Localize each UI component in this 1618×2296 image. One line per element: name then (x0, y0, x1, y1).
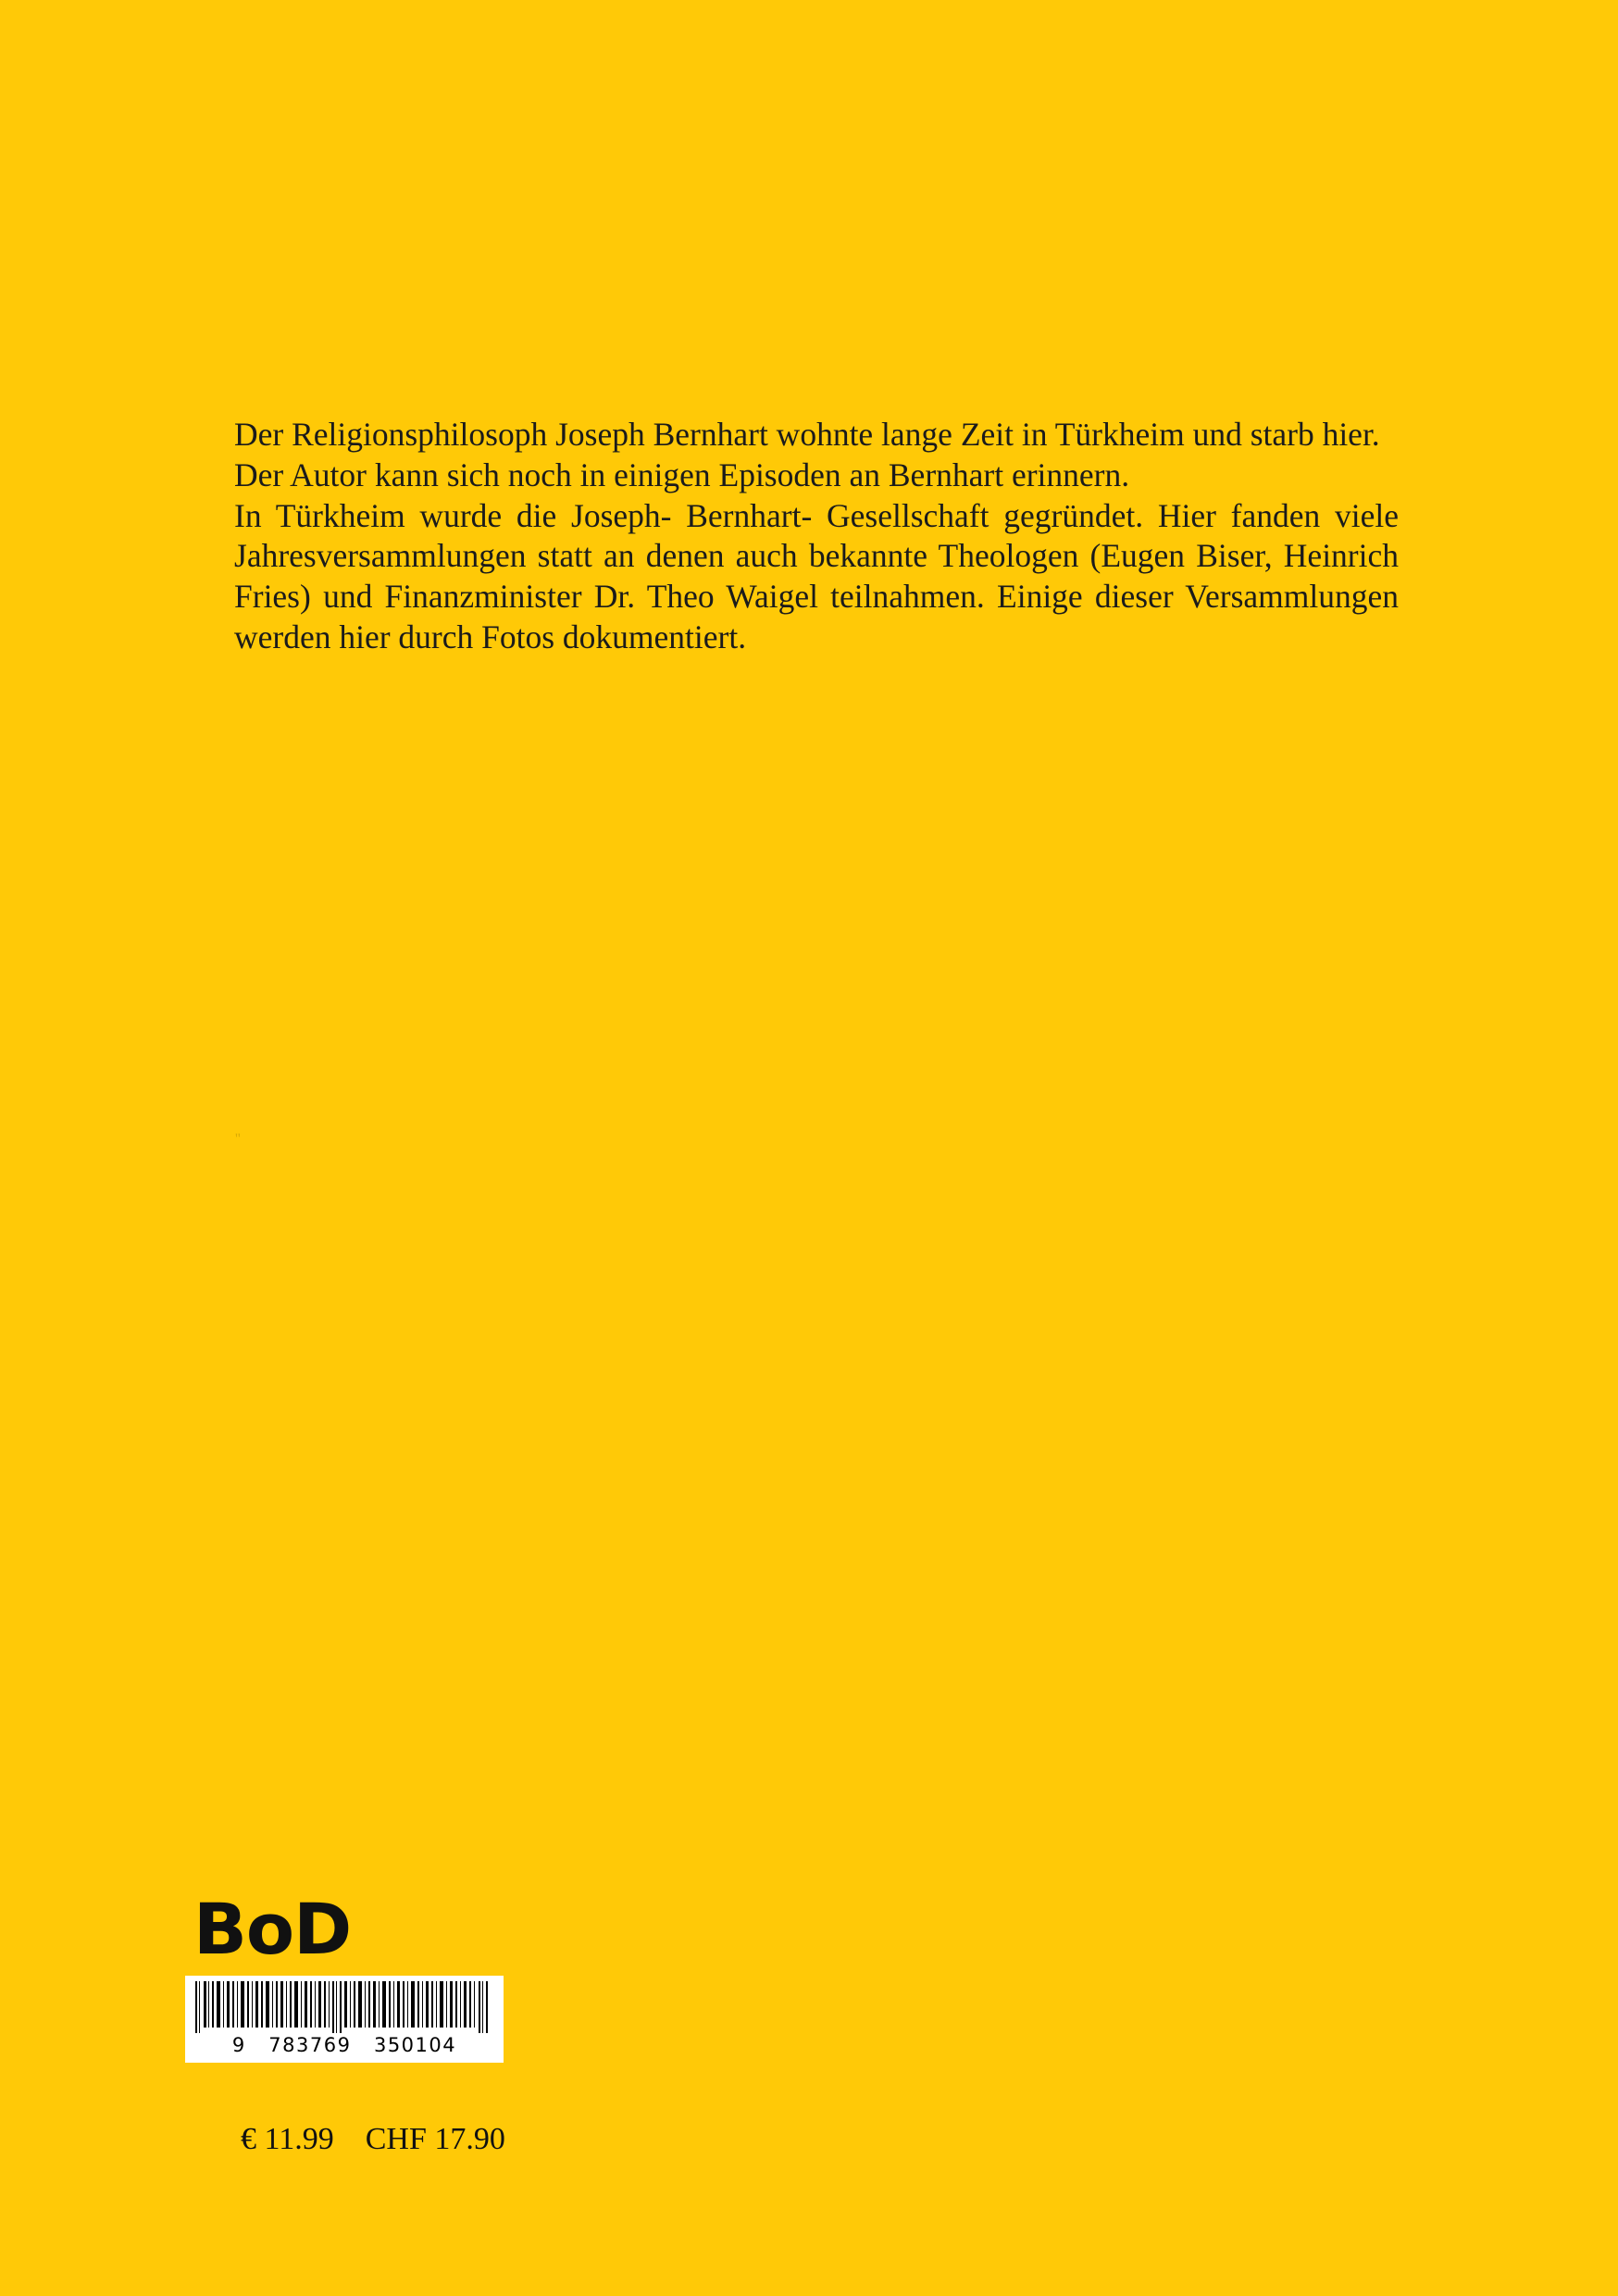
barcode (185, 1976, 504, 2063)
blurb-text-block (234, 415, 1399, 658)
barcode-icon (193, 1981, 495, 2033)
blurb-paragraph-2: In Türkheim wurde die Joseph- Bernhart- Gesellschaft gegründet. Hier fanden viele Jahresversammlungen statt an denen auch bekannte Theologen (Eugen Biser, Heinrich Fries) und Finanzminister Dr. Theo Waigel teilnahmen. Einige dieser Versammlungen werden hier durch Fotos dokumentiert. (234, 496, 1399, 656)
price-eur: € 11.99 (241, 2122, 334, 2156)
price-separator (334, 2122, 366, 2156)
publisher-logo: BoD (193, 1888, 352, 1970)
blurb-paragraph-1: Der Religionsphilosoph Joseph Bernhart wohnte lange Zeit in Türkheim und starb hier. Der Autor kann sich noch in einigen Episoden an Bernhart erinnern. (234, 416, 1380, 493)
price-line (193, 2087, 648, 2192)
barcode-digits: 9 783769 350104 (231, 2034, 457, 2056)
footer-block (185, 1888, 648, 2192)
price-chf: CHF 17.90 (365, 2122, 505, 2156)
faint-mark: '' (235, 1131, 241, 1147)
